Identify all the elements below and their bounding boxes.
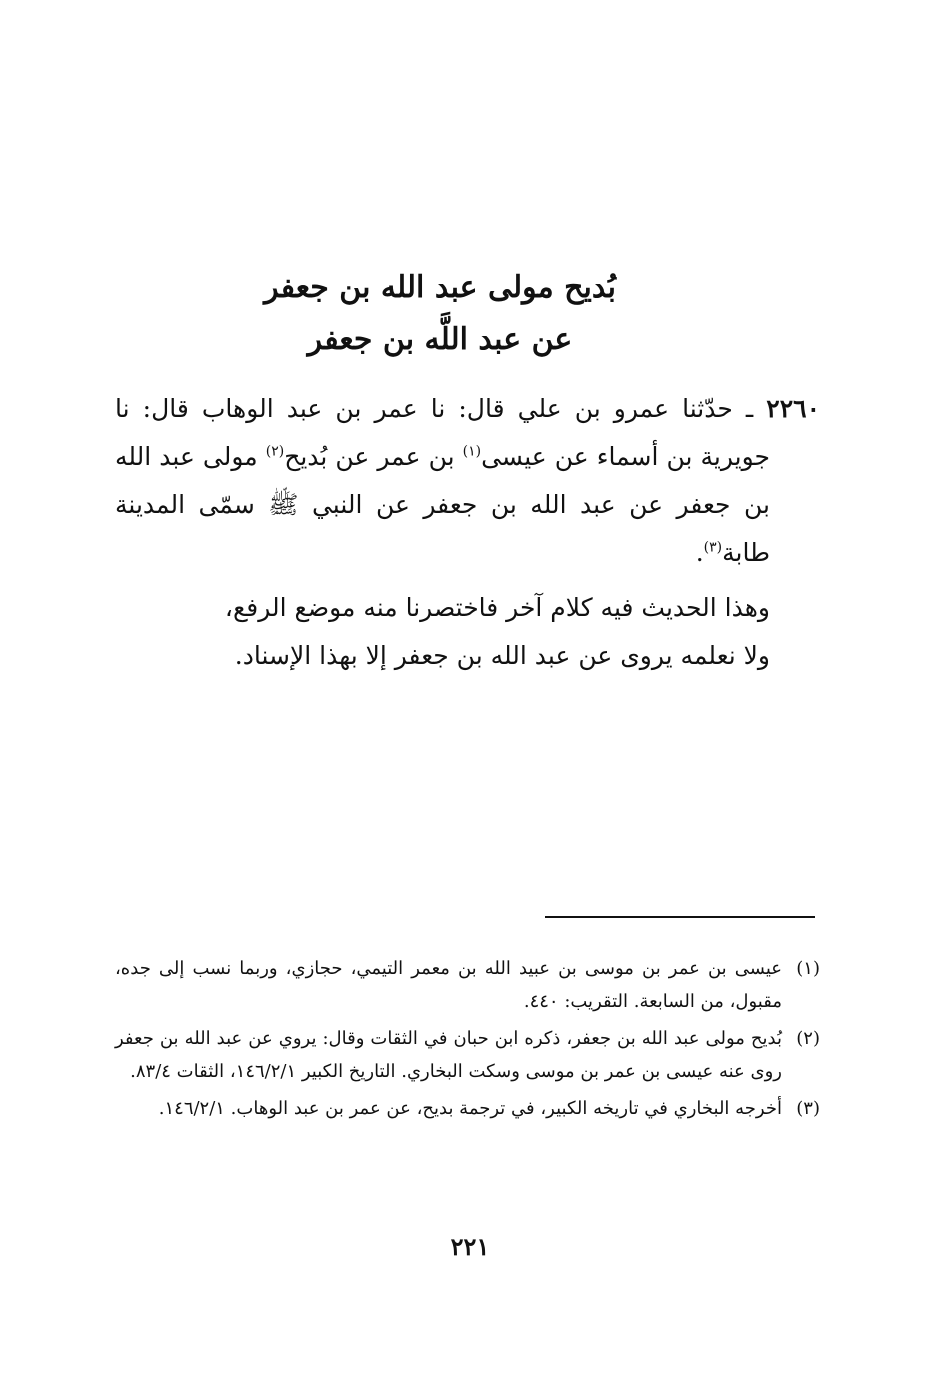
footnote-2 [115,1022,820,1088]
footnote-text: بُديح مولى عبد الله بن جعفر، ذكره ابن حبان في الثقات وقال: يروي عن عبد الله بن جعفر روى عنه عيسى بن عمر بن موسى وسكت البخاري. التاريخ الكبير ١٤٦/٢/١، الثقات ٨٣/٤. [115,1028,782,1082]
hadith-part-1: حدّثنا عمرو بن علي قال: نا عمر بن عبد الوهاب قال: نا جويرية بن أسماء عن عيسى [115,394,770,471]
footnote-text: عيسى بن عمر بن موسى بن عبيد الله بن معمر التيمي، حجازي، وربما نسب إلى جده، مقبول، من السابعة. التقريب: ٤٤٠. [115,958,782,1012]
hadith-part-2: بن عمر عن بُديح [284,442,463,471]
footnote-number: (٣) [796,1098,820,1119]
comment-line-1: وهذا الحديث فيه كلام آخر فاختصرنا منه موضع الرفع، [224,593,770,622]
heading-line-1: بُديح مولى عبد الله بن جعفر [264,270,616,305]
footnote-ref-2: (٢) [265,443,285,460]
footnote-number: (١) [796,958,820,979]
hadith-dash: ـ [732,394,767,423]
chapter-heading [150,262,730,366]
footnotes [115,952,820,1129]
hadith-text [115,385,820,577]
hadith-number: ٢٢٦٠ [766,394,820,423]
footnote-ref-3: (٣) [703,539,723,556]
page-number: ٢٢١ [450,1232,490,1261]
footnote-ref-1: (١) [462,443,482,460]
footnote-text: أخرجه البخاري في تاريخه الكبير، في ترجمة بديح، عن عمر بن عبد الوهاب. ١٤٦/٢/١. [158,1098,782,1119]
heading-line-2: عن عبد اللَّه بن جعفر [307,322,573,357]
hadith-part-3: مولى عبد الله بن جعفر عن عبد الله بن جعفر عن النبي ﷺ سمّى المدينة طابة [115,442,770,567]
hadith-end: . [695,538,704,567]
footnote-divider [545,916,815,918]
footnote-3 [115,1092,820,1125]
author-comment [115,584,820,680]
hadith-paragraph [115,385,820,577]
comment-line-2: ولا نعلمه يروى عن عبد الله بن جعفر إلا بهذا الإسناد. [234,641,770,670]
footnote-number: (٢) [796,1028,820,1049]
footnote-1 [115,952,820,1018]
